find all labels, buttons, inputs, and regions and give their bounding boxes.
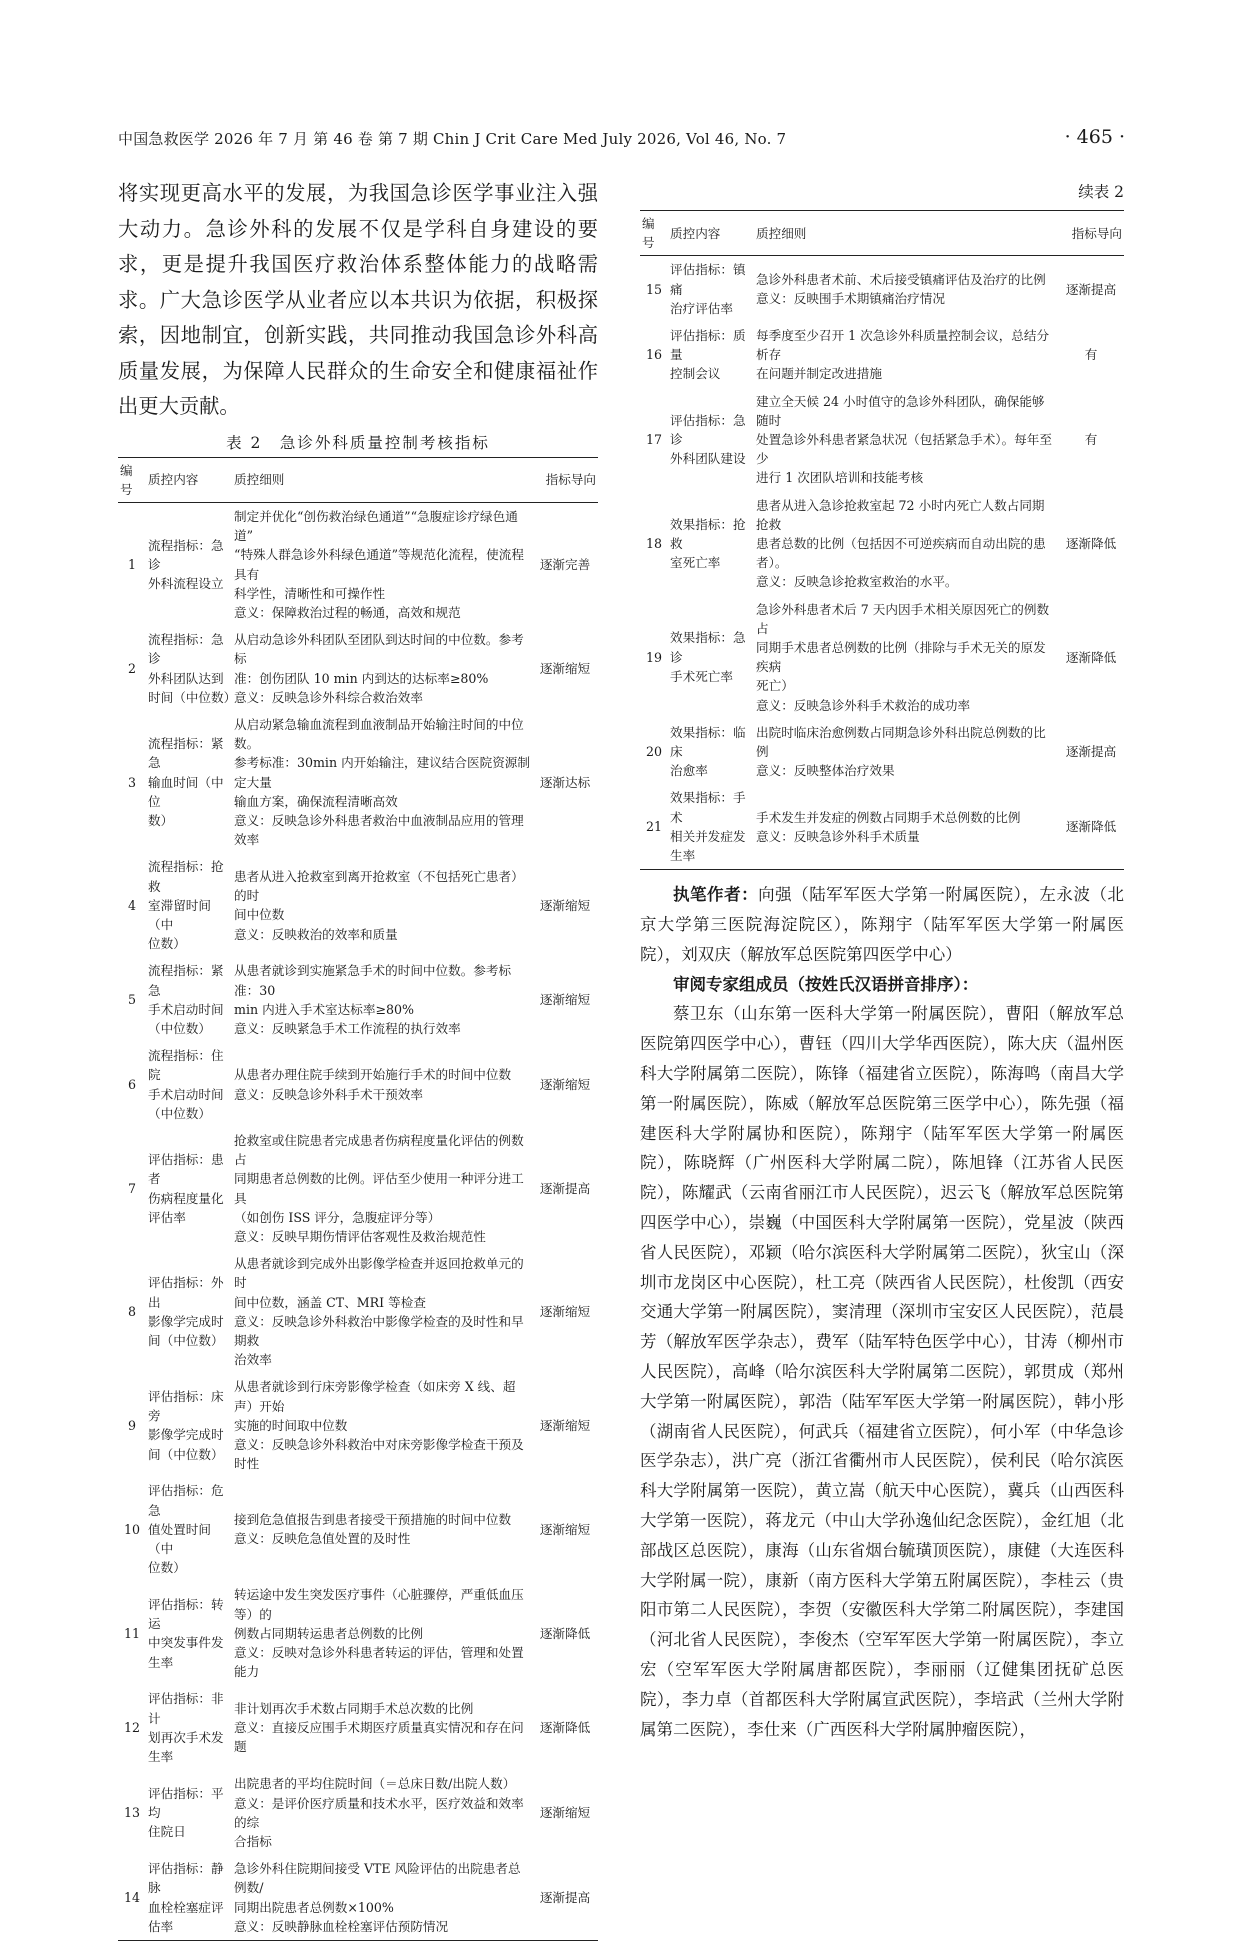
item-line: 评估指标：急诊 <box>670 412 746 448</box>
authors-text: 向强（陆军军医大学第一附属医院），左永波（北京大学第三医院海淀院区），陈翔宇（陆军军医大学第一附属医院），刘双庆（解放军总医院第四医学中心） <box>640 885 1125 964</box>
row-number: 18 <box>645 536 663 552</box>
table-row <box>640 719 1124 785</box>
item-line: 效果指标：临床 <box>670 724 746 760</box>
intro-text: 将实现更高水平的发展，为我国急诊医学事业注入强大动力。急诊外科的发展不仅是学科自身建设的要求，更是提升我国医疗救治体系整体能力的战略需求。广大急诊医学从业者应以本共识为依据，积极探索，因地制宜，创新实践，共同推动我国急诊外科高质量发展，为保障人民群众的生命安全和健康福祉作出更大贡献。 <box>118 181 598 418</box>
item-line: 手术启动时间 <box>148 1086 224 1102</box>
detail-line: 合指标 <box>234 1833 272 1849</box>
table-row <box>118 1477 598 1581</box>
table-row <box>118 1855 598 1940</box>
row-detail <box>232 1685 532 1770</box>
row-item <box>668 719 754 785</box>
quality-table-right <box>640 210 1124 870</box>
item-line: 评估指标：静脉 <box>148 1861 224 1896</box>
item-line: 影像学完成时 <box>148 1427 224 1443</box>
row-number: 10 <box>123 1521 141 1537</box>
row-item <box>668 322 754 388</box>
row-item <box>146 502 232 626</box>
header-detail: 质控细则 <box>232 457 532 502</box>
authors-paragraph <box>640 880 1124 969</box>
detail-line: 同期手术患者总例数的比例（排除与手术无关的原发疾病 <box>756 640 1046 675</box>
row-number: 14 <box>118 1855 146 1940</box>
row-item <box>146 1770 232 1855</box>
row-direction: 逐渐降低 <box>1065 649 1117 665</box>
row-item <box>146 711 232 853</box>
table-row <box>118 1373 598 1477</box>
row-direction: 逐渐提高 <box>539 1181 591 1196</box>
detail-line: 建立全天候 24 小时值守的急诊外科团队，确保能够随时 <box>756 393 1045 428</box>
detail-line: 每季度至少召开 1 次急诊外科质量控制会议，总结分析存 <box>756 328 1050 363</box>
row-detail <box>232 1477 532 1581</box>
detail-line: 处置急诊外科患者紧急状况（包括紧急手术）。每年至少 <box>756 432 1052 467</box>
detail-line: 实施的时间取中位数 <box>234 1417 348 1433</box>
row-detail <box>232 853 532 957</box>
detail-line: 从患者办理住院手续到开始施行手术的时间中位数 <box>234 1067 512 1083</box>
row-direction: 逐渐降低 <box>1065 536 1117 552</box>
row-direction: 逐渐缩短 <box>539 1805 591 1821</box>
item-line: 数） <box>148 812 174 828</box>
detail-line: 意义：反映急诊外科手术救治的成功率 <box>756 697 971 713</box>
header-direction: 指标导向 <box>532 457 598 502</box>
item-line: 评估指标：床旁 <box>148 1389 224 1424</box>
row-item <box>146 626 237 711</box>
table-row <box>640 492 1124 596</box>
row-number: 17 <box>645 432 663 448</box>
authors-label: 执笔作者： <box>673 885 759 905</box>
table-title: 表 2 急诊外科质量控制考核指标 <box>226 433 490 452</box>
item-line: 间（中位数） <box>148 1333 224 1349</box>
item-line: 评估指标：患者 <box>148 1152 224 1187</box>
row-number: 9 <box>127 1417 136 1433</box>
detail-line: 参考标准：30min 内开始输注，建议结合医院资源制定大量 <box>234 755 530 790</box>
table-row <box>118 957 598 1042</box>
item-line: 生率 <box>148 1654 174 1670</box>
row-item <box>146 1685 232 1770</box>
row-detail <box>232 1127 532 1250</box>
item-line: 输血时间（中位 <box>148 774 224 809</box>
row-item <box>146 1477 232 1581</box>
item-line: 效果指标：手术 <box>670 790 746 825</box>
row-direction: 逐渐达标 <box>539 774 591 790</box>
row-number: 21 <box>640 784 668 869</box>
row-direction: 逐渐缩短 <box>539 1076 591 1092</box>
row-direction: 逐渐缩短 <box>539 897 591 913</box>
detail-line: 意义：反映围手术期镇痛治疗情况 <box>756 291 945 307</box>
detail-line: 同期患者总例数的比例。评估至少使用一种评分进工具 <box>234 1171 524 1206</box>
row-detail <box>232 502 532 626</box>
detail-line: 急诊外科住院期间接受 VTE 风险评估的出院患者总例数/ <box>234 1861 521 1896</box>
table-row <box>118 1127 598 1250</box>
header-item: 质控内容 <box>668 211 754 256</box>
row-direction: 逐渐缩短 <box>539 1304 591 1320</box>
row-direction: 逐渐提高 <box>532 1855 598 1940</box>
row-detail <box>232 1042 532 1127</box>
row-detail <box>232 1855 532 1940</box>
detail-line: 意义：反映急诊外科救治中影像学检查的及时性和早期救 <box>234 1313 524 1349</box>
row-number: 5 <box>127 992 136 1008</box>
row-number: 2 <box>127 660 136 676</box>
item-line: 评估指标：镇痛 <box>670 262 746 297</box>
item-line: 间（中位数） <box>148 1446 224 1462</box>
row-detail <box>754 492 1058 596</box>
table-body-left <box>118 502 598 1940</box>
table-row <box>118 1685 598 1770</box>
detail-line: 从启动急诊外科团队至团队到达时间的中位数。参考标 <box>234 632 524 667</box>
detail-line: 意义：反映对急诊外科患者转运的评估，管理和处置能力 <box>234 1645 524 1680</box>
item-line: 外科团队建设 <box>670 451 746 467</box>
detail-line: 意义：反映急诊抢救室救治的水平。 <box>756 574 958 590</box>
row-direction: 逐渐降低 <box>1058 784 1124 869</box>
detail-line: 间中位数，涵盖 CT、MRI 等检查 <box>234 1294 426 1310</box>
item-line: 室滞留时间（中 <box>148 897 211 932</box>
item-line: 外科团队达到 <box>148 670 224 686</box>
table-row <box>640 388 1124 492</box>
item-line: 生率 <box>148 1749 174 1765</box>
row-item <box>668 784 754 869</box>
table-continued-label: 续表 2 <box>1078 183 1124 201</box>
item-line: 外科流程设立 <box>148 576 224 592</box>
row-item <box>668 492 754 596</box>
row-detail <box>232 1581 532 1685</box>
detail-line: 意义：反映救治的效率和质量 <box>234 926 398 942</box>
detail-line: 意义：反映急诊外科手术干预效率 <box>234 1086 423 1102</box>
row-detail <box>754 256 1058 322</box>
table-row <box>118 1042 598 1127</box>
detail-line: 制定并优化“创伤救治绿色通道”“急腹症诊疗绿色通道” <box>234 508 518 544</box>
item-line: 控制会议 <box>670 366 721 382</box>
detail-line: 意义：是评价医疗质量和技术水平，医疗效益和效率的综 <box>234 1795 524 1830</box>
item-line: 评估指标：转运 <box>148 1597 224 1632</box>
row-direction: 有 <box>1084 347 1098 363</box>
table-row <box>640 256 1124 322</box>
header-detail: 质控细则 <box>754 211 1058 256</box>
item-line: 效果指标：急诊 <box>670 630 746 665</box>
detail-line: （如创伤 ISS 评分，急腹症评分等） <box>234 1209 441 1225</box>
item-line: 手术死亡率 <box>670 668 733 684</box>
item-line: 位数） <box>148 936 186 952</box>
row-number: 20 <box>645 744 663 760</box>
detail-line: 死亡） <box>756 678 794 694</box>
row-number: 7 <box>127 1181 136 1196</box>
row-number: 11 <box>123 1625 141 1641</box>
item-line: 评估率 <box>148 1209 186 1225</box>
row-direction: 逐渐完善 <box>539 556 591 572</box>
reviewers-label: 审阅专家组成员（按姓氏汉语拼音排序）： <box>673 974 979 994</box>
row-direction: 逐渐缩短 <box>539 660 591 676</box>
credits <box>640 880 1124 1744</box>
row-detail <box>754 322 1058 388</box>
item-line: 中突发事件发 <box>148 1635 224 1651</box>
row-detail <box>754 388 1058 492</box>
detail-line: “特殊人群急诊外科绿色通道”等规范化流程，使流程具有 <box>234 547 524 582</box>
detail-line: 手术发生并发症的例数占同期手术总例数的比例 <box>756 809 1021 825</box>
detail-line: 患者从进入抢救室到离开抢救室（不包括死亡患者）的时 <box>234 868 524 904</box>
item-line: 评估指标：危急 <box>148 1483 224 1518</box>
item-line: 评估指标：非计 <box>148 1691 224 1726</box>
detail-line: 急诊外科患者术后 7 天内因手术相关原因死亡的例数占 <box>756 601 1050 636</box>
row-direction: 有 <box>1084 432 1098 448</box>
row-item <box>146 853 232 957</box>
item-line: 评估指标：平均 <box>148 1785 224 1821</box>
row-detail <box>232 1373 532 1477</box>
detail-line: 意义：反映急诊外科综合救治效率 <box>234 689 423 705</box>
detail-line: 例数占同期转运患者总例数的比例 <box>234 1625 423 1641</box>
detail-line: 进行 1 次团队培训和技能考核 <box>756 470 924 486</box>
item-line: 评估指标：外出 <box>148 1275 224 1310</box>
detail-line: 意义：直接反应围手术期医疗质量真实情况和存在问题 <box>234 1720 524 1755</box>
detail-line: 意义：反映急诊外科手术质量 <box>756 828 920 844</box>
item-line: 相关并发症发 <box>670 828 746 844</box>
row-direction: 逐渐缩短 <box>539 1417 591 1433</box>
detail-line: 患者从进入急诊抢救室起 72 小时内死亡人数占同期抢救 <box>756 497 1045 532</box>
row-item <box>146 1373 232 1477</box>
detail-line: 从启动紧急输血流程到血液制品开始输注时间的中位数。 <box>234 716 524 752</box>
item-line: 划再次手术发 <box>148 1729 224 1745</box>
detail-line: 意义：保障救治过程的畅通，高效和规范 <box>234 604 461 620</box>
header-direction: 指标导向 <box>1058 211 1124 256</box>
row-number: 3 <box>127 774 136 790</box>
detail-line: 治效率 <box>234 1352 272 1368</box>
header-num: 编号 <box>118 457 146 502</box>
detail-line: 意义：反映急诊外科患者救治中血液制品应用的管理效率 <box>234 812 524 848</box>
item-line: 室死亡率 <box>670 555 721 571</box>
item-line: 流程指标：急诊 <box>148 632 224 667</box>
header-num: 编号 <box>640 211 668 256</box>
detail-line: 患者总数的比例（包括因不可逆疾病而自动出院的患者）。 <box>756 536 1046 571</box>
row-number: 15 <box>645 281 663 297</box>
reviewers-paragraph <box>640 999 1124 1744</box>
row-item <box>146 1581 232 1685</box>
table-row <box>118 1770 598 1855</box>
row-detail <box>232 957 532 1042</box>
item-line: 伤病程度量化 <box>148 1190 224 1206</box>
row-detail <box>232 1250 532 1373</box>
item-line: 影像学完成时 <box>148 1313 224 1329</box>
row-direction: 逐渐降低 <box>539 1720 591 1736</box>
table-row <box>118 1581 598 1685</box>
item-line: 位数） <box>148 1560 186 1576</box>
table-row <box>640 596 1124 719</box>
item-line: 流程指标：急诊 <box>148 537 224 572</box>
row-item <box>668 388 754 492</box>
detail-line: 同期出院患者总例数×100% <box>234 1899 394 1915</box>
detail-line: 意义：反映早期伤情评估客观性及救治规范性 <box>234 1229 486 1245</box>
table-row <box>118 626 598 711</box>
detail-line: 非计划再次手术数占同期手术总次数的比例 <box>234 1701 474 1717</box>
row-item <box>146 1042 232 1127</box>
reviewers-label-paragraph <box>640 970 1124 1000</box>
detail-line: 出院患者的平均住院时间（＝总床日数/出院人数） <box>234 1776 516 1792</box>
item-line: 流程指标：抢救 <box>148 859 224 894</box>
row-detail <box>754 596 1058 719</box>
table-body-right <box>640 256 1124 870</box>
row-number: 12 <box>123 1720 141 1736</box>
row-direction: 逐渐提高 <box>1065 744 1117 760</box>
row-number: 4 <box>127 897 136 913</box>
right-column <box>640 176 1124 1744</box>
detail-line: 间中位数 <box>234 907 285 923</box>
detail-line: 转运途中发生突发医疗事件（心脏骤停，严重低血压等）的 <box>234 1587 524 1622</box>
detail-line: 从患者就诊到行床旁影像学检查（如床旁 X 线、超声）开始 <box>234 1379 516 1414</box>
item-line: 流程指标：住院 <box>148 1048 224 1083</box>
item-line: 治疗评估率 <box>670 300 733 316</box>
detail-line: 意义：反映静脉血栓栓塞评估预防情况 <box>234 1918 449 1934</box>
row-item <box>146 1250 232 1373</box>
intro-paragraph <box>118 176 598 425</box>
detail-line: 急诊外科患者术前、术后接受镇痛评估及治疗的比例 <box>756 272 1046 287</box>
row-number: 16 <box>645 347 663 363</box>
row-item <box>668 596 754 719</box>
row-detail <box>232 1770 532 1855</box>
item-line: 治愈率 <box>670 763 708 779</box>
row-direction: 逐渐缩短 <box>539 992 591 1008</box>
row-item <box>146 1127 232 1250</box>
table-header-row <box>118 457 598 502</box>
header-item: 质控内容 <box>146 457 232 502</box>
left-column <box>118 176 598 1941</box>
detail-line: 意义：反映紧急手术工作流程的执行效率 <box>234 1020 461 1036</box>
reviewers-text: 蔡卫东（山东第一医科大学第一附属医院），曹阳（解放军总医院第四医学中心），曹钰（四川大学华西医院），陈大庆（温州医科大学附属第二医院），陈锋（福建省立医院），陈海鸣（南昌大学第一附属医院），陈威（解放军总医院第三医学中心），陈先强（福建医科大学附属协和医院），陈翔宇（陆军军医大学第一附属医院），陈晓辉（广州医科大学附属二院），陈旭锋（江苏省人民医院），陈耀武（云南省丽江市人民医院），迟云飞（解放军总医院第四医学中心），崇巍（中国医科大学附属第一医院），党星波（陕西省人民医院），邓颖（哈尔滨医科大学附属第二医院），狄宝山（深圳市龙岗区中心医院），杜工亮（陕西省人民医院），杜俊凯（西安交通大学第一附属医院），窦清理（深圳市宝安区人民医院），范晨芳（解放军医学杂志），费军（陆军特色医学中心），甘涛（柳州市人民医院），高峰（哈尔滨医科大学附属第二医院），郭贯成（郑州大学第一附属医院），郭浩（陆军军医大学第一附属医院），韩小彤（湖南省人民医院），何武兵（福建省立医院），何小军（中华急诊医学杂志），洪广亮（浙江省衢州市人民医院），侯利民（哈尔滨医科大学附属第一医院），黄立嵩（航天中心医院），冀兵（山西医科大学第一医院），蒋龙元（中山大学孙逸仙纪念医院），金红旭（北部战区总医院），康海（山东省烟台毓璜顶医院），康健（大连医科大学附属一院），康新（南方医科大学第五附属医院），李桂云（贵阳市第二人民医院），李贺（安徽医科大学第二附属医院），李建国（河北省人民医院），李俊杰（空军军医大学第一附属医院），李立宏（空军军医大学附属唐都医院），李丽丽（辽健集团抚矿总医院），李力卓（首都医科大学附属宣武医院），李培武（兰州大学附属第二医院），李仕来（广西医科大学附属肿瘤医院）， <box>640 1004 1124 1739</box>
item-line: 手术启动时间 <box>148 1001 224 1017</box>
detail-line: 抢救室或住院患者完成患者伤病程度量化评估的例数占 <box>234 1133 524 1168</box>
detail-line: 输血方案，确保流程清晰高效 <box>234 793 398 809</box>
row-number: 13 <box>123 1805 141 1821</box>
item-line: 时间（中位数） <box>148 689 237 705</box>
row-number: 6 <box>127 1076 136 1092</box>
detail-line: 意义：反映危急值处置的及时性 <box>234 1531 411 1547</box>
running-head: 中国急救医学 2026 年 7 月 第 46 卷 第 7 期 Chin J Crit Care Med July 2026, Vol 46, No. 7 <box>118 130 787 148</box>
detail-line: 准：创伤团队 10 min 内到达的达标率≥80% <box>234 670 489 686</box>
item-line: 估率 <box>148 1918 174 1934</box>
row-detail <box>754 719 1058 785</box>
row-number: 8 <box>127 1304 136 1320</box>
table-row <box>640 784 1124 869</box>
detail-line: 意义：反映急诊外科救治中对床旁影像学检查干预及时性 <box>234 1437 524 1472</box>
table-row <box>118 502 598 626</box>
row-direction: 逐渐降低 <box>539 1625 591 1641</box>
row-detail <box>232 711 532 853</box>
item-line: 流程指标：紧急 <box>148 736 224 771</box>
item-line: 血栓栓塞症评 <box>148 1899 224 1915</box>
table-row <box>118 1250 598 1373</box>
table-header-row <box>640 211 1124 256</box>
table-row <box>118 711 598 853</box>
detail-line: 接到危急值报告到患者接受干预措施的时间中位数 <box>234 1512 512 1528</box>
detail-line: 从患者就诊到完成外出影像学检查并返回抢救单元的时 <box>234 1256 524 1291</box>
detail-line: 从患者就诊到实施紧急手术的时间中位数。参考标准：30 <box>234 963 512 998</box>
table-row <box>118 853 598 957</box>
row-detail <box>754 784 1058 869</box>
row-item <box>146 1855 232 1940</box>
item-line: 评估指标：质量 <box>670 328 746 363</box>
detail-line: 在问题并制定改进措施 <box>756 366 882 382</box>
row-number: 1 <box>127 556 136 572</box>
row-detail <box>232 626 532 711</box>
detail-line: min 内进入手术室达标率≥80% <box>234 1001 414 1017</box>
row-item <box>668 256 754 322</box>
row-item <box>146 957 232 1042</box>
item-line: 效果指标：抢救 <box>670 516 746 552</box>
item-line: 值处置时间（中 <box>148 1521 211 1557</box>
detail-line: 意义：反映整体治疗效果 <box>756 763 895 779</box>
quality-table-left <box>118 457 598 1941</box>
item-line: 住院日 <box>148 1824 186 1840</box>
detail-line: 出院时临床治愈例数占同期急诊外科出院总例数的比例 <box>756 724 1046 760</box>
row-number: 19 <box>645 649 663 665</box>
item-line: （中位数） <box>148 1105 211 1121</box>
page-number: · 465 · <box>1064 126 1125 148</box>
item-line: 生率 <box>670 848 696 864</box>
item-line: 流程指标：紧急 <box>148 963 224 998</box>
row-direction: 逐渐缩短 <box>539 1521 591 1537</box>
detail-line: 科学性，清晰性和可操作性 <box>234 585 386 601</box>
table-row <box>640 322 1124 388</box>
row-direction: 逐渐提高 <box>1065 281 1117 297</box>
item-line: （中位数） <box>148 1020 211 1036</box>
